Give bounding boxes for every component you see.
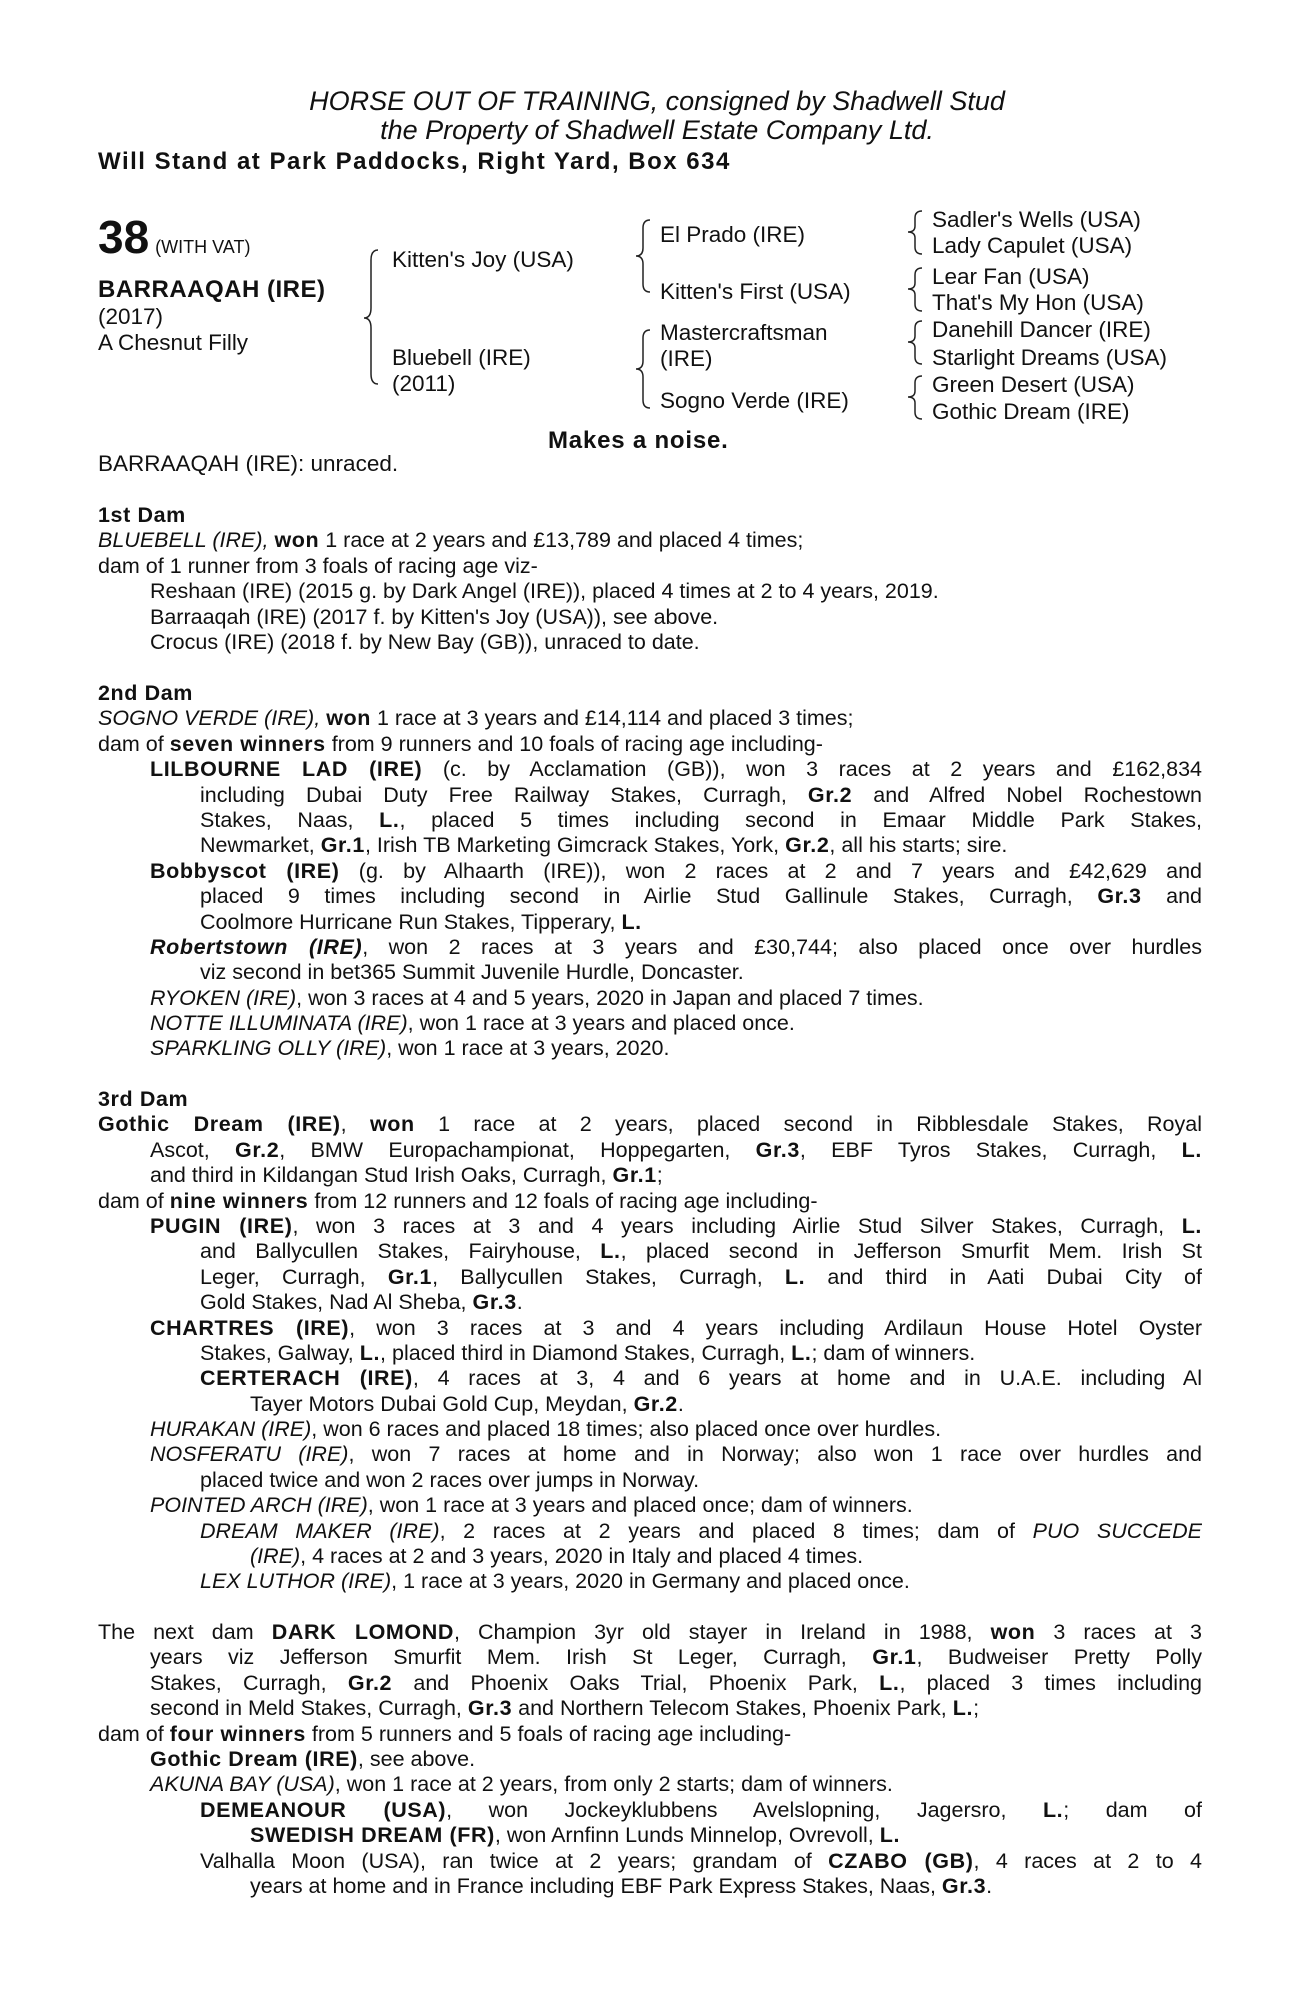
ggen-7: Green Desert (USA) xyxy=(932,372,1135,397)
foaling-year: (2017) xyxy=(98,304,164,329)
next-dam-section: The next dam DARK LOMOND, Champion 3yr old stayer in Ireland in 1988, won 3 races at 3 years viz Jefferson Smurfit Mem. Irish St Leger, Curragh, Gr.1, Budweiser Pretty Polly Stakes, Curragh, Gr.2 and Phoenix Oaks Trial, Phoenix Park, L., placed 3 times including second in Meld Stakes, Curragh, Gr.3 and Northern Telecom Stakes, Phoenix Park, L.; dam of four winners from 5 runners and 5 foals of racing age including- Gothic Dream (IRE), see above. AKUNA BAY (USA), won 1 race at 2 years, from only 2 starts; dam of winners. DEMEANOUR (USA), won Jockeyklubbens Avelslopning, Jagersro, L.; dam of SWEDISH DREAM (FR), won Arnfinn Lunds Minnelop, Ovrevoll, L. Valhalla Moon (USA), ran twice at 2 years; grandam of CZABO (GB), 4 races at 2 to 4 years at home and in France including EBF Park Express Stakes, Naas, Gr.3. xyxy=(98,1620,1202,1898)
sire-brace xyxy=(634,218,654,298)
horse-description: A Chesnut Filly xyxy=(98,330,249,355)
second-dam-section: 2nd Dam SOGNO VERDE (IRE), won 1 race at 3 years and £14,114 and placed 3 times; dam of seven winners from 9 runners and 10 foals of racing age including- LILBOURNE LAD (IRE) (c. by Acclamation (GB)), won 3 races at 2 years and £162,834 including Dubai Duty Free Railway Stakes, Curragh, Gr.2 and Alfred Nobel Rochestown Stakes, Naas, L., placed 5 times including second in Emaar Middle Park Stakes, Newmarket, Gr.1, Irish TB Marketing Gimcrack Stakes, York, Gr.2, all his starts; sire. Bobbyscot (IRE) (g. by Alhaarth (IRE)), won 2 races at 2 and 7 years and £42,629 and placed 9 times including second in Airlie Stud Gallinule Stakes, Curragh, Gr.3 and Coolmore Hurricane Run Stakes, Tipperary, L. Robertstown (IRE), won 2 races at 3 years and £30,744; also placed once over hurdles viz second in bet365 Summit Juvenile Hurdle, Doncaster. RYOKEN (IRE), won 3 races at 4 and 5 years, 2020 in Japan and placed 7 times. NOTTE ILLUMINATA (IRE), won 1 race at 3 years and placed once. SPARKLING OLLY (IRE), won 1 race at 3 years, 2020. xyxy=(98,681,1202,1061)
ggen-6: Starlight Dreams (USA) xyxy=(932,345,1168,370)
first-dam-section: 1st Dam BLUEBELL (IRE), won 1 race at 2 years and £13,789 and placed 4 times; dam of 1 runner from 3 foals of racing age viz- Reshaan (IRE) (2015 g. by Dark Angel (IRE)), placed 4 times at 2 to 4 years, 2019. Barraaqah (IRE) (2017 f. by Kitten's Joy (USA)), see above. Crocus (IRE) (2018 f. by New Bay (GB)), unraced to date. xyxy=(98,503,1202,655)
ggen-4: That's My Hon (USA) xyxy=(932,290,1144,315)
owner-line: the Property of Shadwell Estate Company Ltd. xyxy=(380,115,934,145)
list-item: Barraaqah (IRE) (2017 f. by Kitten's Joy (USA)), see above. xyxy=(150,604,719,629)
list-item: SPARKLING OLLY (IRE), won 1 race at 3 years, 2020. xyxy=(150,1036,670,1061)
list-item: Robertstown (IRE), won 2 races at 3 years and £30,744; also placed once over hurdles xyxy=(150,934,1202,959)
list-item: NOSFERATU (IRE), won 7 races at home and in Norway; also won 1 race over hurdles and xyxy=(150,1442,1202,1467)
dam-brace xyxy=(634,328,654,414)
vat-note: (WITH VAT) xyxy=(155,237,251,257)
dam-dam: Sogno Verde (IRE) xyxy=(660,388,849,413)
ggen-8: Gothic Dream (IRE) xyxy=(932,399,1130,424)
list-item: PUGIN (IRE), won 3 races at 3 and 4 years including Airlie Stud Silver Stakes, Curragh, L. xyxy=(150,1213,1202,1238)
horse-name: BARRAAQAH (IRE) xyxy=(98,276,326,303)
list-item: CHARTRES (IRE), won 3 races at 3 and 4 years including Ardilaun House Hotel Oyster xyxy=(150,1315,1202,1340)
list-item: Reshaan (IRE) (2015 g. by Dark Angel (IRE)), placed 4 times at 2 to 4 years, 2019. xyxy=(150,579,939,604)
pedigree-brace-generation-1 xyxy=(362,248,382,388)
list-item: LEX LUTHOR (IRE), 1 race at 3 years, 2020 in Germany and placed once. xyxy=(200,1569,910,1594)
ggen-brace-1 xyxy=(906,209,926,259)
sire: Kitten's Joy (USA) xyxy=(392,247,574,272)
consignor-line: HORSE OUT OF TRAINING, consigned by Shadwell Stud xyxy=(309,86,1005,116)
list-item: POINTED ARCH (IRE), won 1 race at 3 years and placed once; dam of winners. xyxy=(150,1493,913,1518)
list-item: DEMEANOUR (USA), won Jockeyklubbens Avelslopning, Jagersro, L.; dam of xyxy=(200,1797,1202,1822)
lot-number: 38 xyxy=(98,211,150,263)
dam-sire-suffix: (IRE) xyxy=(660,346,713,371)
list-item: SWEDISH DREAM (FR), won Arnfinn Lunds Minnelop, Ovrevoll, L. xyxy=(250,1823,901,1848)
third-dam-section: 3rd Dam Gothic Dream (IRE), won 1 race at 2 years, placed second in Ribblesdale Stakes, Royal Ascot, Gr.2, BMW Europachampionat, Hoppegarten, Gr.3, EBF Tyros Stakes, Curragh, L. and third in Kildangan Stud Irish Oaks, Curragh, Gr.1; dam of nine winners from 12 runners and 12 foals of racing age including- PUGIN (IRE), won 3 races at 3 and 4 years including Airlie Stud Silver Stakes, Curragh, L. and Ballycullen Stakes, Fairyhouse, L., placed second in Jefferson Smurfit Mem. Irish St Leger, Curragh, Gr.1, Ballycullen Stakes, Curragh, L. and third in Aati Dubai City of Gold Stakes, Nad Al Sheba, Gr.3. CHARTRES (IRE), won 3 races at 3 and 4 years including Ardilaun House Hotel Oyster Stakes, Galway, L., placed third in Diamond Stakes, Curragh, L.; dam of winners. CERTERACH (IRE), 4 races at 3, 4 and 6 years at home and in U.A.E. including Al Tayer Motors Dubai Gold Cup, Meydan, Gr.2. HURAKAN (IRE), won 6 races and placed 18 times; also placed once over hurdles. NOSFERATU (IRE), won 7 races at home and in Norway; also won 1 race over hurdles and placed twice and won 2 races over jumps in Norway. POINTED ARCH (IRE), won 1 race at 3 years and placed once; dam of winners. DREAM MAKER (IRE), 2 races at 2 years and placed 8 times; dam of PUO SUCCEDE (IRE), 4 races at 2 and 3 years, 2020 in Italy and placed 4 times. LEX LUTHOR (IRE), 1 race at 3 years, 2020 in Germany and placed once. xyxy=(98,1087,1202,1594)
ggen-brace-4 xyxy=(906,374,926,424)
ggen-5: Danehill Dancer (IRE) xyxy=(932,317,1151,342)
list-item: DREAM MAKER (IRE), 2 races at 2 years and placed 8 times; dam of PUO SUCCEDE xyxy=(200,1518,1202,1543)
stable-location: Will Stand at Park Paddocks, Right Yard, Box 634 xyxy=(98,148,731,175)
section-heading: 3rd Dam xyxy=(98,1087,189,1111)
list-item: Valhalla Moon (USA), ran twice at 2 years; grandam of CZABO (GB), 4 races at 2 to 4 xyxy=(200,1848,1202,1873)
section-heading: 2nd Dam xyxy=(98,681,193,705)
list-item: RYOKEN (IRE), won 3 races at 4 and 5 years, 2020 in Japan and placed 7 times. xyxy=(150,985,924,1010)
list-item: LILBOURNE LAD (IRE) (c. by Acclamation (GB)), won 3 races at 2 years and £162,834 xyxy=(150,757,1202,782)
lot-number-block xyxy=(98,212,250,262)
remark-note: Makes a noise. xyxy=(548,427,729,454)
ggen-2: Lady Capulet (USA) xyxy=(932,233,1133,258)
sire-dam: Kitten's First (USA) xyxy=(660,279,851,304)
list-item: HURAKAN (IRE), won 6 races and placed 18 times; also placed once over hurdles. xyxy=(150,1417,942,1442)
ggen-1: Sadler's Wells (USA) xyxy=(932,207,1141,232)
list-item: Crocus (IRE) (2018 f. by New Bay (GB)), unraced to date. xyxy=(150,629,700,654)
race-record-note: BARRAAQAH (IRE): unraced. xyxy=(98,451,399,476)
list-item: NOTTE ILLUMINATA (IRE), won 1 race at 3 years and placed once. xyxy=(150,1011,795,1036)
ggen-brace-2 xyxy=(906,266,926,316)
dam-sire: Mastercraftsman xyxy=(660,320,828,345)
dam: Bluebell (IRE) xyxy=(392,345,531,370)
dam-year: (2011) xyxy=(392,371,456,396)
list-item: AKUNA BAY (USA), won 1 race at 2 years, from only 2 starts; dam of winners. xyxy=(150,1772,893,1797)
list-item: Gothic Dream (IRE), see above. xyxy=(150,1746,476,1771)
ggen-3: Lear Fan (USA) xyxy=(932,264,1090,289)
ggen-brace-3 xyxy=(906,319,926,369)
list-item: CERTERACH (IRE), 4 races at 3, 4 and 6 years at home and in U.A.E. including Al xyxy=(200,1366,1202,1391)
sire-sire: El Prado (IRE) xyxy=(660,222,806,247)
section-heading: 1st Dam xyxy=(98,503,186,527)
list-item: Bobbyscot (IRE) (g. by Alhaarth (IRE)), won 2 races at 2 and 7 years and £42,629 and xyxy=(150,858,1202,883)
